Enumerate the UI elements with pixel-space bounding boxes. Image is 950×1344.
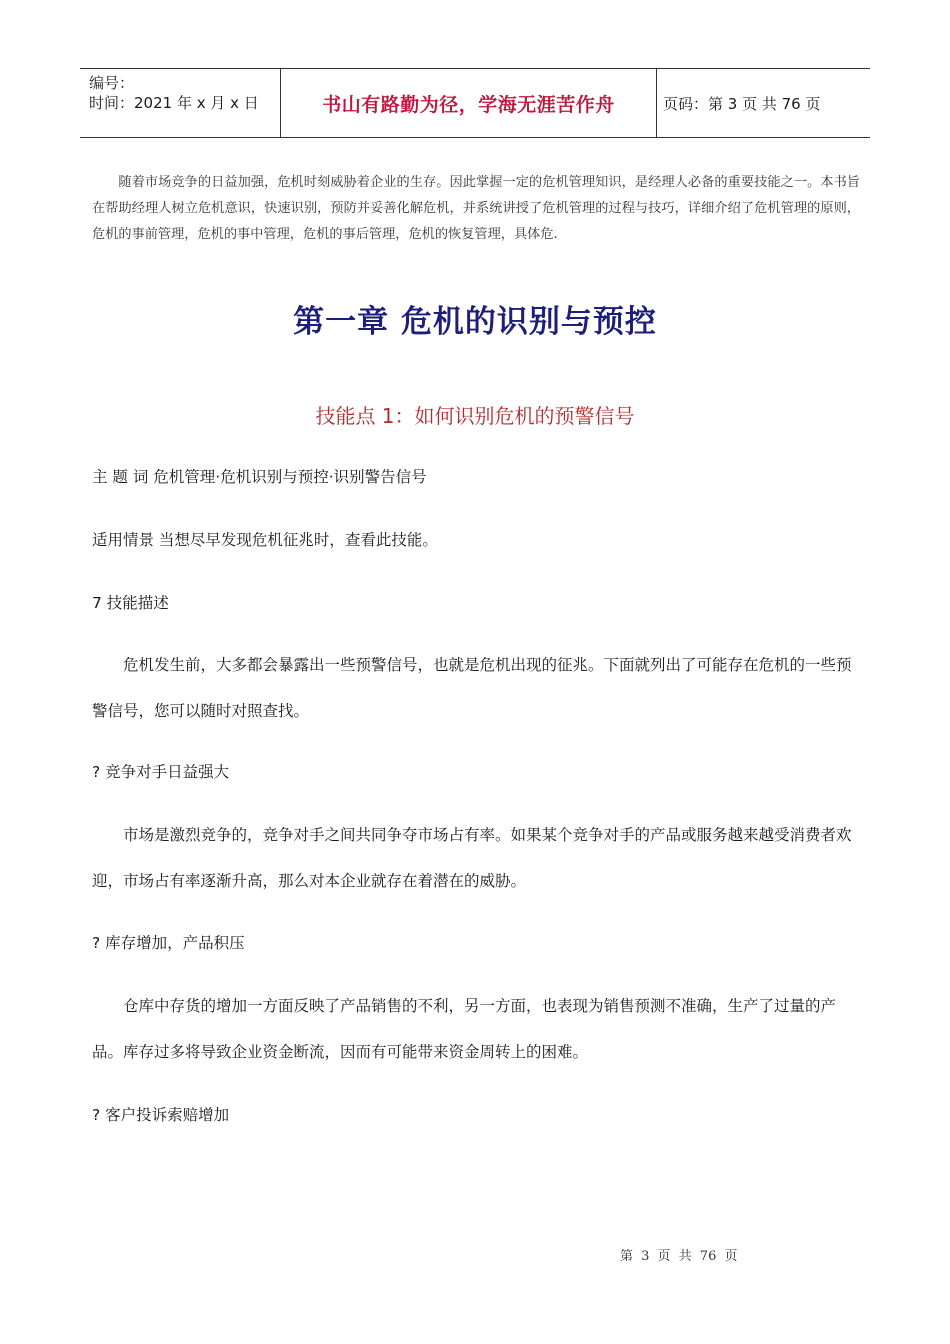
- header-motto-cell: [281, 69, 657, 137]
- scenario-line: 适用情景 当想尽早发现危机征兆时，查看此技能。: [92, 531, 438, 549]
- signal-title-complaints: ? 客户投诉索赔增加: [92, 1106, 230, 1124]
- signal-title-inventory: ? 库存增加，产品积压: [92, 934, 245, 952]
- page-footer: 第 3 页 共 76 页: [620, 1249, 738, 1264]
- section-heading: 7 技能描述: [92, 594, 169, 612]
- skill-title: 技能点 1：如何识别危机的预警信号: [315, 404, 635, 428]
- intro-paragraph: 随着市场竞争的日益加强，危机时刻威胁着企业的生存。因此掌握一定的危机管理知识，是经理人必备的重要技能之一。本书旨在帮助经理人树立危机意识，快速识别，预防并妥善化解危机，并系统讲授了危机管理的过程与技巧，详细介绍了危机管理的原则，危机的事前管理，危机的事中管理，危机的事后管理，危机的恢复管理，具体危.: [92, 175, 860, 242]
- signal-body-inventory: 仓库中存货的增加一方面反映了产品销售的不利，另一方面，也表现为销售预测不准确，生产了过量的产品。库存过多将导致企业资金断流，因而有可能带来资金周转上的困难。: [92, 997, 837, 1061]
- signal-title-competitors: ? 竞争对手日益强大: [92, 763, 230, 781]
- header-table: [80, 68, 870, 138]
- header-page-cell: [657, 69, 870, 137]
- signal-body-competitors: 市场是激烈竞争的，竞争对手之间共同争夺市场占有率。如果某个竞争对手的产品或服务越来越受消费者欢迎，市场占有率逐渐升高，那么对本企业就存在着潜在的威胁。: [92, 826, 852, 890]
- document-date: 时间：2021 年 x 月 x 日: [89, 94, 259, 112]
- document-number-label: 编号：: [89, 74, 135, 92]
- motto: 书山有路勤为径，学海无涯苦作舟: [322, 93, 615, 116]
- header-meta-cell: [80, 69, 281, 137]
- description-paragraph: 危机发生前，大多都会暴露出一些预警信号，也就是危机出现的征兆。下面就列出了可能存在危机的一些预警信号，您可以随时对照查找。: [92, 656, 852, 720]
- keywords-line: 主 题 词 危机管理·危机识别与预控·识别警告信号: [92, 468, 427, 486]
- chapter-title: 第一章 危机的识别与预控: [293, 304, 657, 340]
- page-info: 页码：第 3 页 共 76 页: [663, 94, 821, 113]
